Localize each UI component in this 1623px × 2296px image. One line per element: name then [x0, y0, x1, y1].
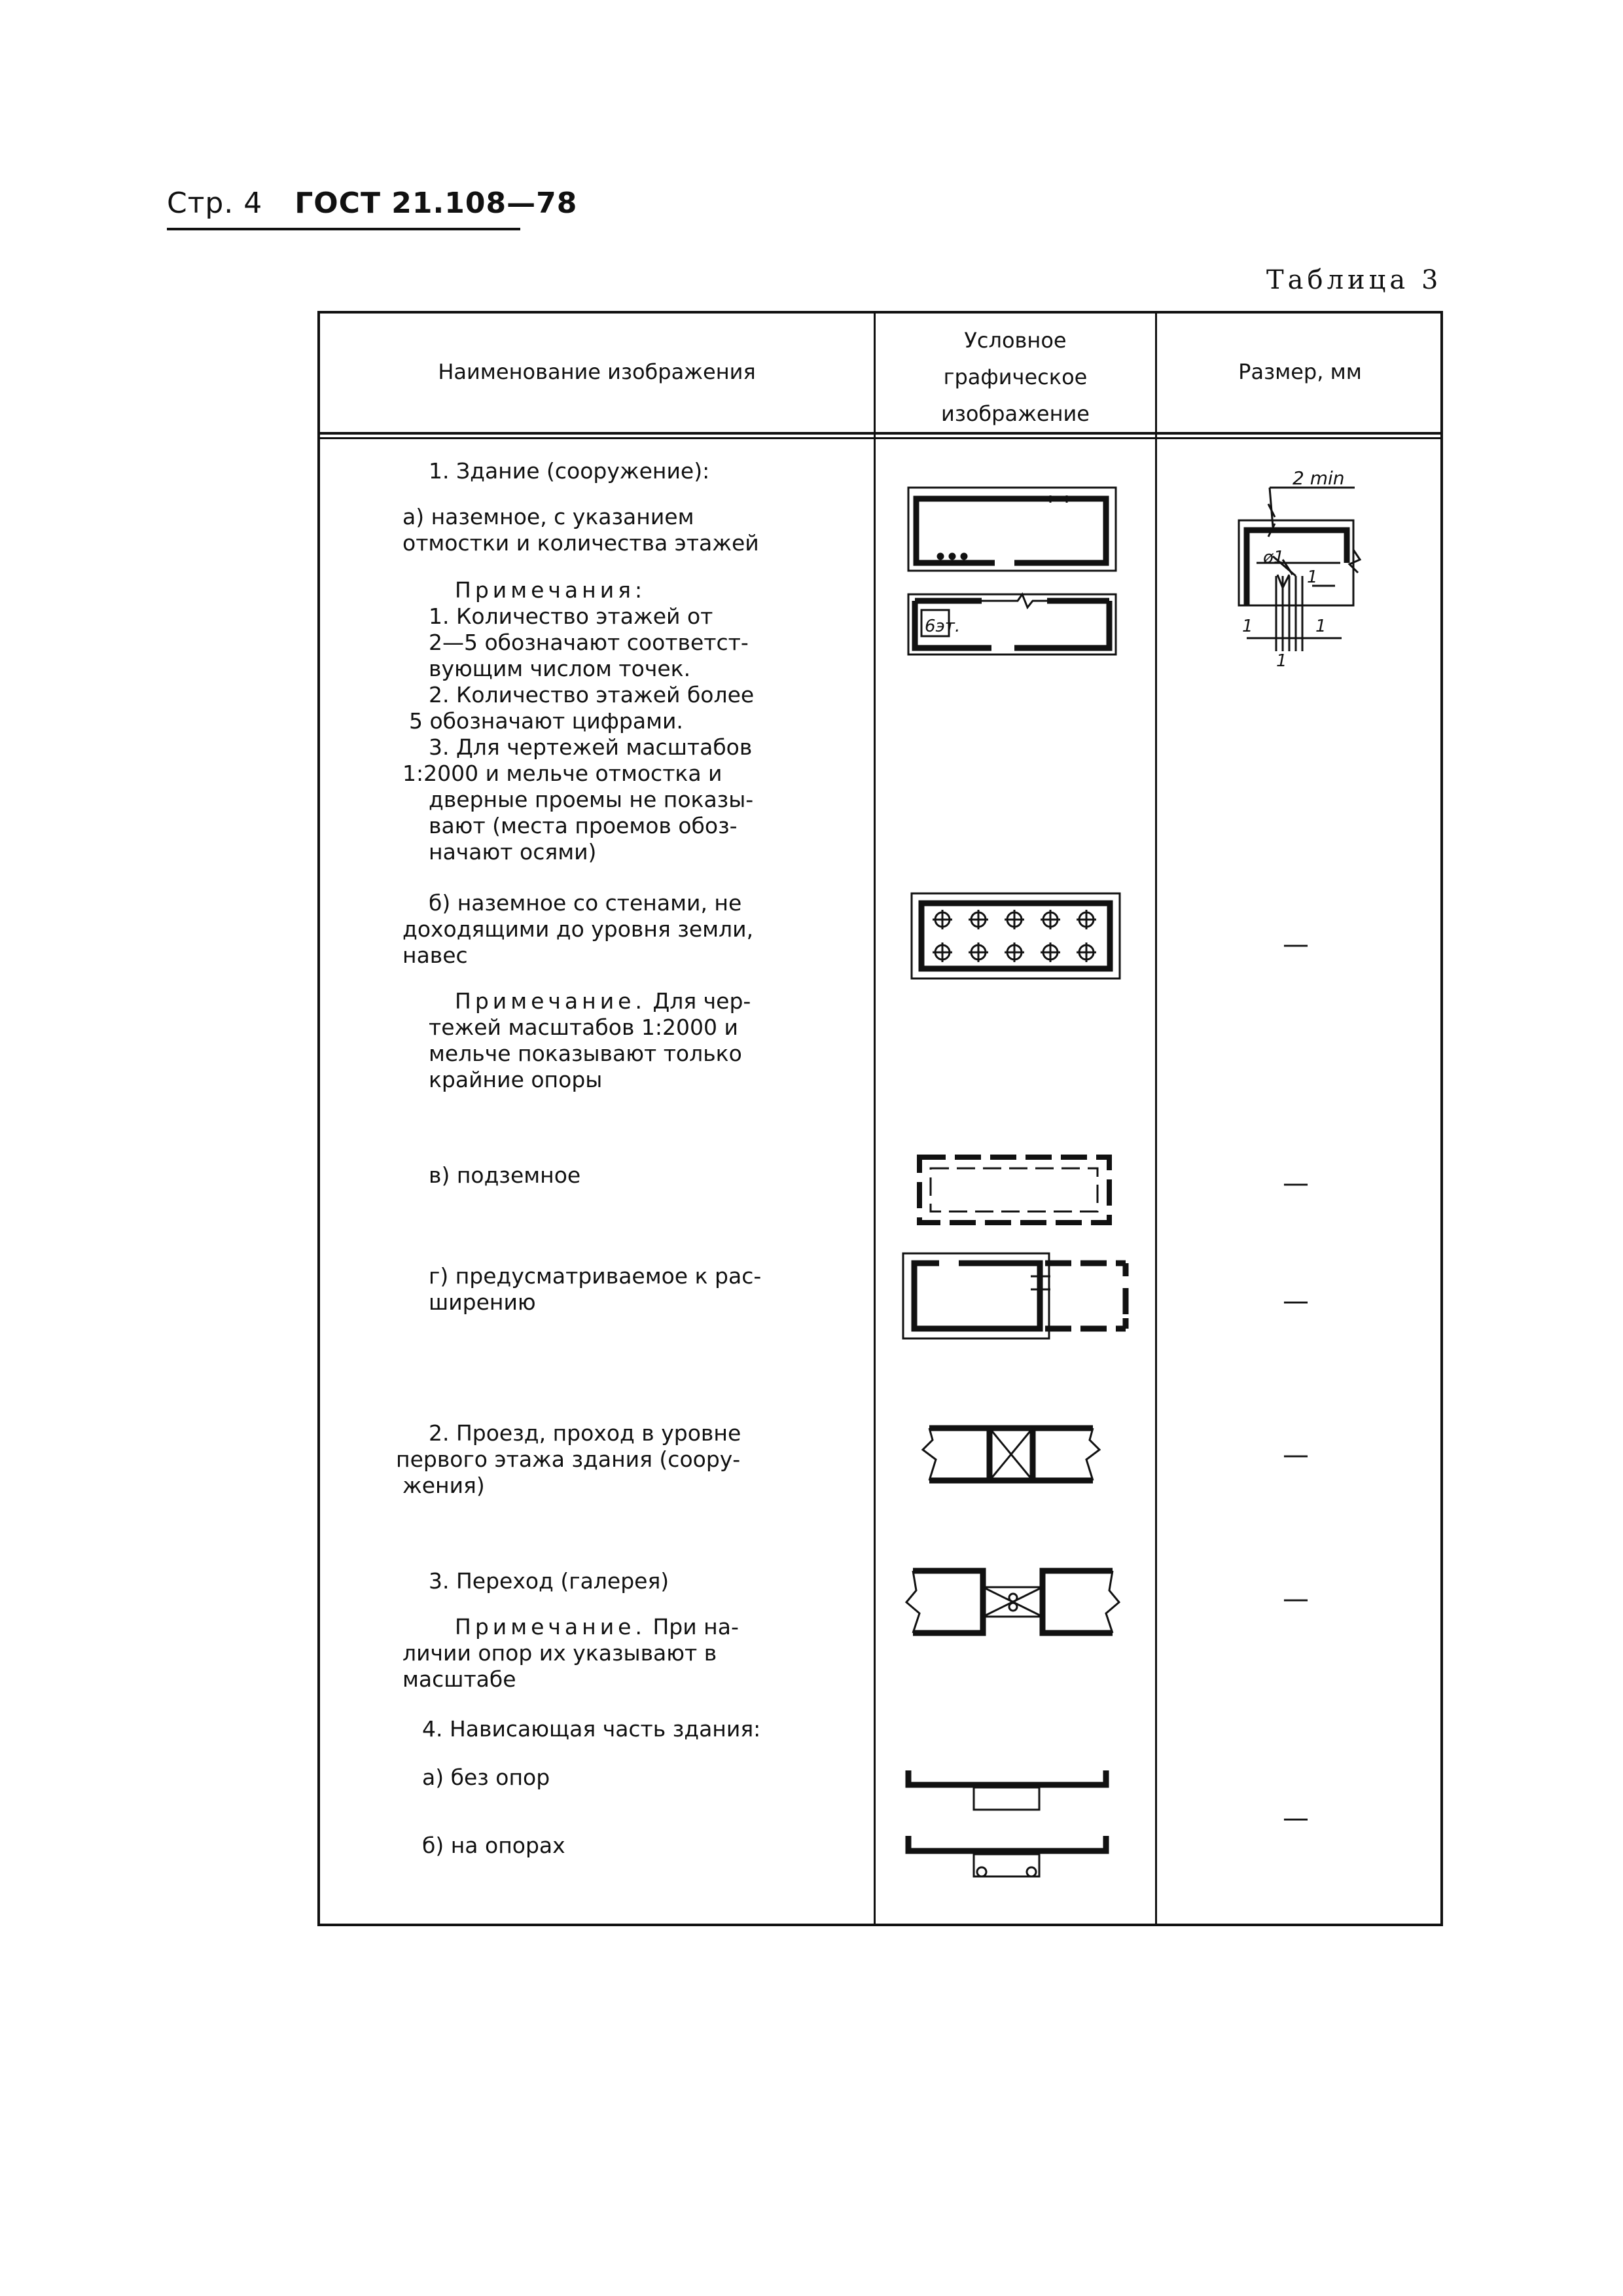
note3-text1: При на- — [645, 1614, 739, 1640]
row-1b-line3: навес — [402, 942, 468, 968]
dim-1-bottom: 1 — [1276, 651, 1287, 671]
note-1-line3: вующим числом точек. — [429, 656, 691, 681]
notes-title: Примечания: — [455, 577, 647, 603]
row-4a: а) без опор — [422, 1765, 550, 1790]
size-1g: — — [1283, 1286, 1309, 1316]
dim-1-mid: 1 — [1315, 617, 1327, 636]
size-4: — — [1283, 1803, 1309, 1833]
row-2-line2: первого этажа здания (соору- — [396, 1446, 741, 1472]
note-3-3: масштабе — [402, 1666, 516, 1692]
page-label: Стр. 4 — [167, 187, 263, 220]
header-symbol-1: Условное — [964, 328, 1067, 353]
row-1a-line2: отмостки и количества этажей — [402, 530, 759, 556]
note-3-line4: вают (места проемов обоз- — [429, 813, 738, 838]
header-size: Размер, мм — [1238, 359, 1362, 384]
size-3: — — [1283, 1584, 1309, 1614]
symbol-building-ground — [908, 488, 1116, 571]
row-2-line1: 2. Проезд, проход в уровне — [429, 1420, 741, 1446]
standard-number: ГОСТ 21.108—78 — [294, 187, 578, 220]
dim-1-right: 1 — [1307, 567, 1318, 587]
table-label: Таблица 3 — [1266, 265, 1442, 295]
row-1b-line2: доходящими до уровня земли, — [402, 916, 754, 942]
symbol-overhang-no-supports — [908, 1770, 1106, 1810]
dim-1-left: 1 — [1242, 617, 1253, 636]
symbol-building-canopy — [912, 893, 1120, 978]
note-b-title: Примечание. — [455, 988, 646, 1014]
note-b-line2: тежей масштабов 1:2000 и — [429, 1014, 738, 1040]
note-1-line1: 1. Количество этажей от — [429, 603, 713, 629]
row-4: 4. Нависающая часть здания: — [422, 1716, 761, 1742]
symbol-building-extension — [903, 1253, 1126, 1338]
note-2-line2: 5 обозначают цифрами. — [409, 708, 683, 734]
row-1g-line1: г) предусматриваемое к рас- — [429, 1263, 762, 1289]
dim-dia: ø1 — [1263, 548, 1285, 567]
row-1b-line1: б) наземное со стенами, не — [429, 890, 742, 916]
note-b-line3: мельче показывают только — [429, 1041, 742, 1066]
row-1-title: 1. Здание (сооружение): — [429, 458, 710, 484]
size-1v: — — [1283, 1168, 1309, 1198]
row-1a-line1: а) наземное, с указанием — [402, 504, 694, 529]
size-1b: — — [1283, 929, 1309, 960]
dim-2min: 2 min — [1293, 467, 1345, 489]
symbol-passage — [923, 1428, 1099, 1480]
row-3: 3. Переход (галерея) — [429, 1568, 669, 1594]
size-dimension-sketch — [1239, 488, 1360, 651]
size-2: — — [1283, 1440, 1309, 1470]
header-symbol-2: графическое — [943, 365, 1088, 389]
note-3-line3: дверные проемы не показы- — [429, 787, 754, 812]
symbol-overhang-supports — [908, 1836, 1106, 1876]
note-b-text1: Для чер- — [645, 988, 751, 1014]
header-name: Наименование изображения — [438, 359, 756, 384]
symbol-building-underground — [919, 1157, 1109, 1223]
note-2-line1: 2. Количество этажей более — [429, 682, 755, 708]
floors-label: 6эт. — [925, 617, 961, 636]
row-1g-line2: ширению — [429, 1289, 536, 1315]
note-3-line2: 1:2000 и мельче отмостка и — [402, 761, 722, 786]
note3-title: Примечание. — [455, 1614, 646, 1640]
note-3-line1: 3. Для чертежей масштабов — [429, 734, 753, 760]
symbol-gallery — [906, 1571, 1119, 1633]
header-symbol-3: изображение — [941, 401, 1090, 426]
row-1v: в) подземное — [429, 1162, 581, 1188]
row-4b: б) на опорах — [422, 1833, 565, 1858]
note-3-2: личии опор их указывают в — [402, 1640, 717, 1666]
note-b-line4: крайние опоры — [429, 1067, 603, 1092]
note-3-line5: начают осями) — [429, 839, 597, 865]
note-1-line2: 2—5 обозначают соответст- — [429, 630, 749, 655]
row-2-line3: жения) — [402, 1473, 485, 1498]
